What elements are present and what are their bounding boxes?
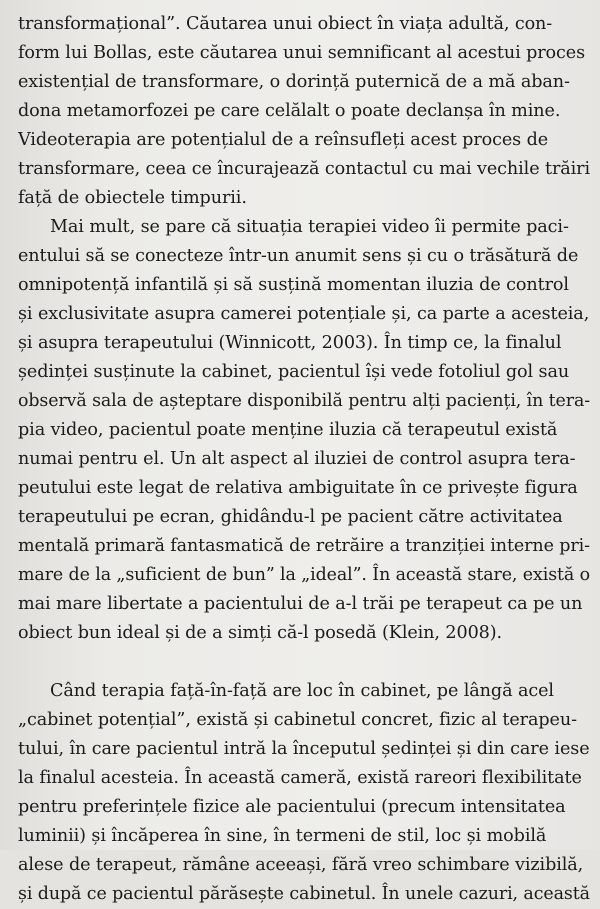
text-line: și asupra terapeutului (Winnicott, 2003). În timp ce, la finalul xyxy=(18,333,562,353)
text-line: la finalul acesteia. În această cameră, există rareori flexibilitate xyxy=(18,768,582,788)
text-line: pia video, pacientul poate menține iluzia că terapeutul există xyxy=(18,420,558,440)
paragraph-1 xyxy=(18,10,590,213)
text-line: existențial de transformare, o dorință puternică de a mă aban- xyxy=(18,72,570,92)
paragraph-3 xyxy=(18,677,590,909)
paragraph-2 xyxy=(18,213,590,677)
text-line: și exclusivitate asupra camerei potențiale și, ca parte a acesteia, xyxy=(18,304,590,324)
text-line xyxy=(18,648,590,677)
body-text xyxy=(18,10,590,909)
text-line: „cabinet potențial”, există și cabinetul concret, fizic al terapeu- xyxy=(18,710,577,730)
text-line: terapeutului pe ecran, ghidându-l pe pacient către activitatea xyxy=(18,507,563,527)
text-line: omnipotență infantilă și să susțină momentan iluzia de control xyxy=(18,275,569,295)
text-line: ședinței susținute la cabinet, pacientul își vede fotoliul gol sau xyxy=(18,362,570,382)
text-line: Când terapia față-în-față are loc în cabinet, pe lângă acel xyxy=(50,681,554,701)
text-line: față de obiectele timpurii. xyxy=(18,188,247,208)
text-line: mentală primară fantasmatică de retrăire a tranziției interne pri- xyxy=(18,536,590,556)
text-line: Videoterapia are potențialul de a reînsufleți acest proces de xyxy=(18,130,549,150)
text-line: alese de terapeut, rămâne aceeași, fără vreo schimbare vizibilă, xyxy=(18,855,584,875)
text-line: obiect bun ideal și de a simți că-l posedă (Klein, 2008). xyxy=(18,623,503,643)
text-line: transformațional”. Căutarea unui obiect în viața adultă, con- xyxy=(18,14,553,34)
text-line: transformare, ceea ce încurajează contactul cu mai vechile trăiri xyxy=(18,159,590,179)
text-line: peutului este legat de relativa ambiguitate în ce privește figura xyxy=(18,478,578,498)
text-line: entului să se conecteze într-un anumit sens și cu o trăsătură de xyxy=(18,246,579,266)
text-line: form lui Bollas, este căutarea unui semnificant al acestui proces xyxy=(18,43,586,63)
text-line: numai pentru el. Un alt aspect al iluziei de control asupra tera- xyxy=(18,449,576,469)
text-line: mare de la „suficient de bun” la „ideal”. În această stare, există o xyxy=(18,565,590,585)
text-line: dona metamorfozei pe care celălalt o poate declanșa în mine. xyxy=(18,101,561,121)
text-line: pentru preferințele fizice ale pacientului (precum intensitatea xyxy=(18,797,566,817)
text-line: luminii) și încăperea în sine, în termeni de stil, loc și mobilă xyxy=(18,826,547,846)
text-line: și după ce pacientul părăsește cabinetul. În unele cazuri, această xyxy=(18,884,590,904)
text-line: tului, în care pacientul intră la începutul ședinței și din care iese xyxy=(18,739,590,759)
text-line: mai mare libertate a pacientului de a-l trăi pe terapeut ca pe un xyxy=(18,594,583,614)
text-line: observă sala de așteptare disponibilă pentru alți pacienți, în tera- xyxy=(18,391,590,411)
text-line: Mai mult, se pare că situația terapiei video îi permite paci- xyxy=(50,217,569,237)
